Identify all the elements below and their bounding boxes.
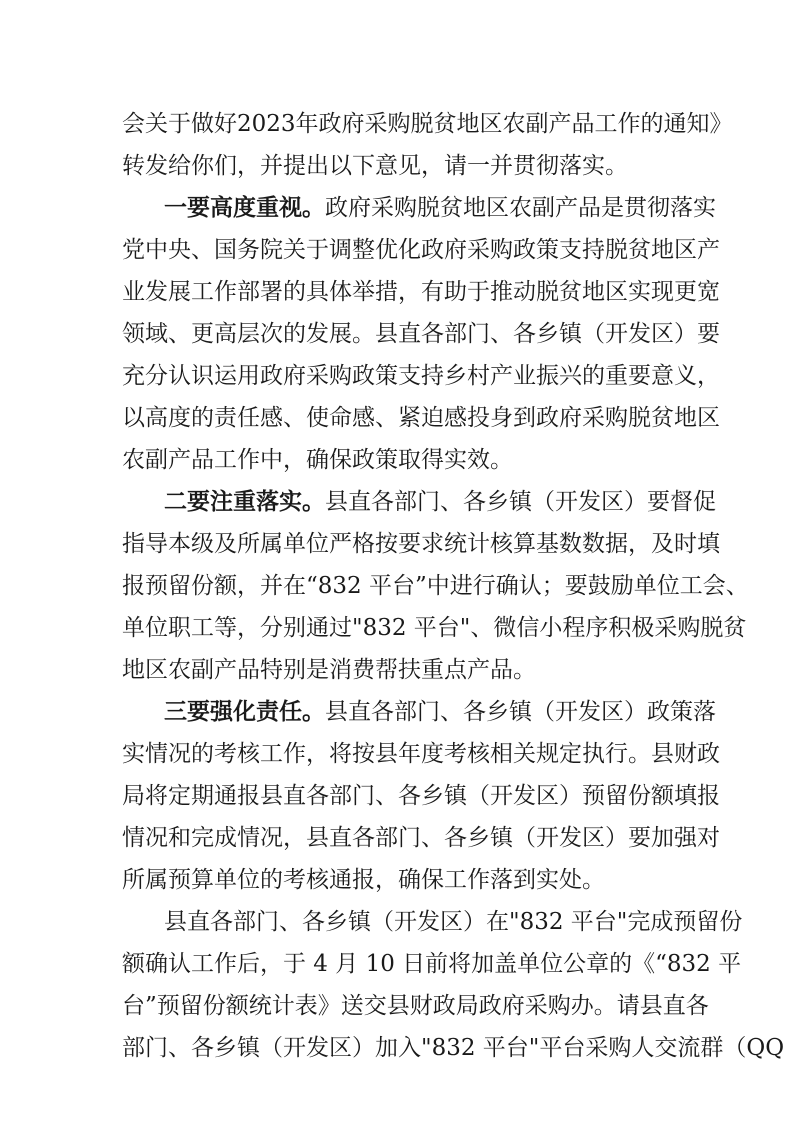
text-line: 党中央、国务院关于调整优化政府采购政策支持脱贫地区产 [122, 237, 720, 263]
text-line: 实情况的考核工作，将按县年度考核相关规定执行。县财政 [122, 741, 720, 767]
text-line: 地区农副产品特别是消费帮扶重点产品。 [122, 657, 536, 683]
text-line: 业发展工作部署的具体举措，有助于推动脱贫地区实现更宽 [122, 279, 720, 305]
text-line: 转发给你们，并提出以下意见，请一并贯彻落实。 [122, 153, 628, 179]
text-line: 指导本级及所属单位严格按要求统计核算基数数据，及时填 [122, 531, 720, 557]
paragraph-1-first-line [164, 188, 716, 228]
text-line: 部门、各乡镇（开发区）加入"832 平台"平台采购人交流群（QQ [122, 1035, 785, 1061]
text-line: 以高度的责任感、使命感、紧迫感投身到政府采购脱贫地区 [122, 405, 720, 431]
paragraph-3-heading: 三要强化责任。 [164, 698, 325, 725]
paragraph-1-heading: 一要高度重视。 [164, 194, 325, 221]
text-line: 农副产品工作中，确保政策取得实效。 [122, 447, 513, 473]
paragraph-1-text: 政府采购脱贫地区农副产品是贯彻落实 [325, 195, 716, 221]
text-line: 单位职工等，分别通过"832 平台"、微信小程序积极采购脱贫 [122, 615, 747, 641]
text-line: 报预留份额，并在“832 平台”中进行确认；要鼓励单位工会、 [122, 573, 749, 599]
text-line: 县直各部门、各乡镇（开发区）在"832 平台"完成预留份 [164, 909, 743, 935]
text-line: 所属预算单位的考核通报，确保工作落到实处。 [122, 867, 605, 893]
text-line: 领域、更高层次的发展。县直各部门、各乡镇（开发区）要 [122, 321, 720, 347]
paragraph-3-text: 县直各部门、各乡镇（开发区）政策落 [325, 699, 716, 725]
text-line: 局将定期通报县直各部门、各乡镇（开发区）预留份额填报 [122, 783, 720, 809]
paragraph-2-heading: 二要注重落实。 [164, 488, 325, 515]
text-line: 会关于做好2023年政府采购脱贫地区农副产品工作的通知》 [122, 111, 733, 137]
paragraph-2-first-line [164, 482, 716, 522]
paragraph-3-first-line [164, 692, 716, 732]
text-line: 额确认工作后，于 4 月 10 日前将加盖单位公章的《“832 平 [122, 951, 742, 977]
text-line: 台”预留份额统计表》送交县财政局政府采购办。请县直各 [122, 993, 709, 1019]
paragraph-2-text: 县直各部门、各乡镇（开发区）要督促 [325, 489, 716, 515]
text-line: 情况和完成情况，县直各部门、各乡镇（开发区）要加强对 [122, 825, 720, 851]
text-line: 充分认识运用政府采购政策支持乡村产业振兴的重要意义， [122, 363, 720, 389]
